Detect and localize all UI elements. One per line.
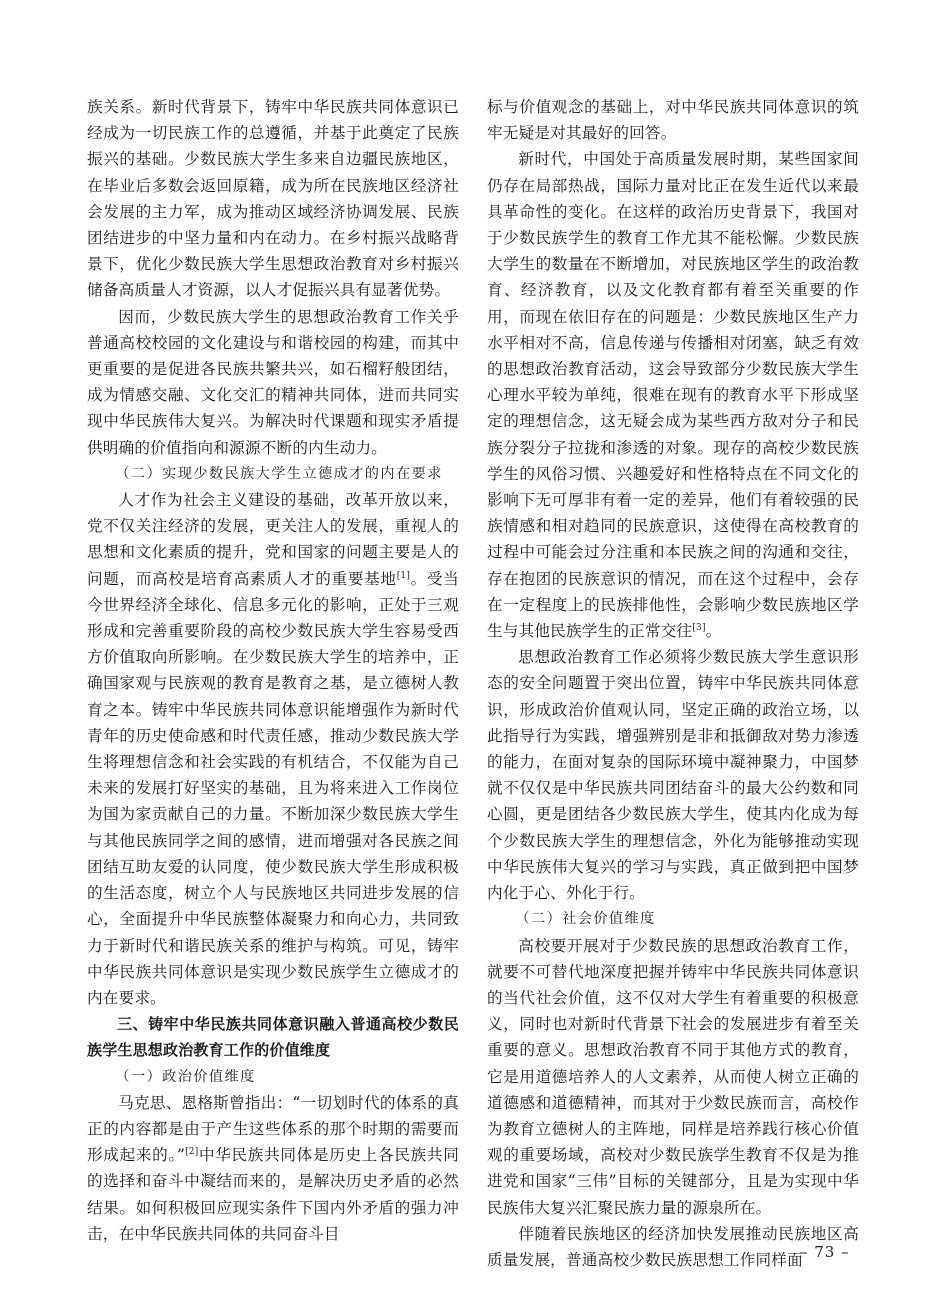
paragraph-text: 中华民族共同体是历史上各民族共同的选择和奋斗中凝结而来的，是解决历史矛盾的必然结果。如何积极回应现实条件下国内外矛盾的强力冲击，在中华民族共同体的共同奋斗目 <box>87 1146 460 1243</box>
citation-ref: [3] <box>692 622 706 633</box>
paragraph <box>87 1090 459 1247</box>
paragraph: 族关系。新时代背景下，铸牢中华民族共同体意识已经成为一切民族工作的总遵循，并基于此奠定了民族振兴的基础。少数民族大学生多来自边疆民族地区，在毕业后多数会返回原籍，成为所在民族地区经济社会发展的主力军，成为推动区域经济协调发展、民族团结进步的中坚力量和内在动力。在乡村振兴战略背景下，优化少数民族大学生思想政治教育对乡村振兴储备高质量人才资源，以人才促振兴具有显著优势。 <box>87 98 459 300</box>
paragraph <box>487 146 859 644</box>
paragraph-text: 。 <box>705 622 722 641</box>
paragraph-text: 新时代，中国处于高质量发展时期，某些国家间仍存在局部热战，国际力量对比正在发生近代以来最具革命性的变化。在这样的政治历史背景下，我国对于少数民族学生的教育工作尤其不能松懈。少数民族大学生的数量在不断增加，对民族地区学生的政治教育、经济教育，以及文化教育都有着至关重要的作用，而现在依旧存在的问题是：少数民族地区生产力水平相对不高，信息传递与传播相对闭塞，缺乏有效的思想政治教育活动，这会导致部分少数民族大学生心理水平较为单纯，很难在现有的教育水平下形成坚定的理想信念，这无疑会成为某些西方敌对分子和民族分裂分子拉拢和渗透的对象。现存的高校少数民族学生的风俗习惯、兴趣爱好和性格特点在不同文化的影响下无可厚非有着一定的差异，他们有着较强的民族情感和相对趋同的民族意识，这使得在高校教育的过程中可能会过分注重和本民族之间的沟通和交往，存在抱团的民族意识的情况，而在这个过程中，会存在一定程度上的民族排他性，会影响少数民族地区学生与其他民族学生的正常交往 <box>487 150 859 641</box>
subsection-heading: （二）社会价值维度 <box>515 911 656 928</box>
paragraph <box>87 487 459 1011</box>
paragraph: 高校要开展对于少数民族的思想政治教育工作，就要不可替代地深度把握并铸牢中华民族共同体意识的当代社会价值，这不仅对大学生有着重要的积极意义，同时也对新时代背景下社会的发展进步有着至关重要的意义。思想政治教育不同于其他方式的教育，它是用道德培养人的人文素养，从而使人树立正确的道德感和道德精神，而其对于少数民族而言，高校作为教育立德树人的主阵地，同样是培养践行核心价值观的重要场域，高校对少数民族学生教育不仅是为推进党和国家“三伟”目标的关键部分，且是为实现中华民族伟大复兴汇聚民族力量的源泉所在。 <box>487 936 859 1217</box>
paragraph: 伴随着民族地区的经济加快发展推动民族地区高质量发展，普通高校少数民族思想工作同样面 <box>487 1224 859 1269</box>
citation-ref: [1] <box>396 570 411 581</box>
paragraph-text: 马克思、恩格斯曾指出：“一切划时代的体系的真正的内容都是由于产生这些体系的那个时期的需要而形成起来的。” <box>87 1093 459 1165</box>
subsection-heading: （二）实现少数民族大学生立德成才的内在要求 <box>115 465 443 482</box>
section-heading: 三、铸牢中华民族共同体意识融入普通高校少数民族学生思想政治教育工作的价值维度 <box>87 1015 459 1060</box>
page-number: – 73 – <box>800 1243 850 1261</box>
right-column <box>487 94 859 1273</box>
paragraph: 标与价值观念的基础上，对中华民族共同体意识的筑牢无疑是对其最好的回答。 <box>487 98 859 143</box>
left-column <box>87 94 459 1247</box>
citation-ref: [2] <box>185 1146 199 1157</box>
paragraph-text: 人才作为社会主义建设的基础，改革开放以来，党不仅关注经济的发展，更关注人的发展，重视人的思想和文化素质的提升，党和国家的问题主要是人的问题，而高校是培育高素质人才的重要基地 <box>87 491 459 588</box>
subsection-heading: （一）政治价值维度 <box>115 1068 256 1085</box>
paragraph: 因而，少数民族大学生的思想政治教育工作关乎普通高校校园的文化建设与和谐校园的构建，而其中更重要的是促进各民族共繁共兴，如石榴籽般团结，成为情感交融、文化交汇的精神共同体，进而共同实现中华民族伟大复兴。为解决时代课题和现实矛盾提供明确的价值指向和源源不断的内生动力。 <box>87 307 459 457</box>
paragraph: 思想政治教育工作必须将少数民族大学生意识形态的安全问题置于突出位置，铸牢中华民族共同体意识，形成政治价值观认同，坚定正确的政治立场，以此指导行为实践，增强辨别是非和抵御敌对势力渗透的能力，在面对复杂的国际环境中凝神聚力，中国梦就不仅仅是中华民族共同团结奋斗的最大公约数和同心圆，更是团结各少数民族大学生，使其内化成为每个少数民族大学生的理想信念，外化为能够推动实现中华民族伟大复兴的学习与实践，真正做到把中国梦内化于心、外化于行。 <box>487 648 859 903</box>
paragraph-text: 。受当今世界经济全球化、信息多元化的影响，正处于三观形成和完善重要阶段的高校少数民族大学生容易受西方价值取向所影响。在少数民族大学生的培养中，正确国家观与民族观的教育是教育之基，是立德树人教育之本。铸牢中华民族共同体意识能增强作为新时代青年的历史使命感和时代责任感，推动少数民族大学生将理想信念和社会实践的有机结合，不仅能为自己未来的发展打好坚实的基础，且为将来进入工作岗位为国为家贡献自己的力量。不断加深少数民族大学生与其他民族同学之间的感情，进而增强对各民族之间团结互助友爱的认同度，使少数民族大学生形成积极的生活态度，树立个人与民族地区共同进步发展的信心，全面提升中华民族整体凝聚力和向心力，共同致力于新时代和谐民族关系的维护与构筑。可见，铸牢中华民族共同体意识是实现少数民族学生立德成才的内在要求。 <box>87 569 459 1007</box>
